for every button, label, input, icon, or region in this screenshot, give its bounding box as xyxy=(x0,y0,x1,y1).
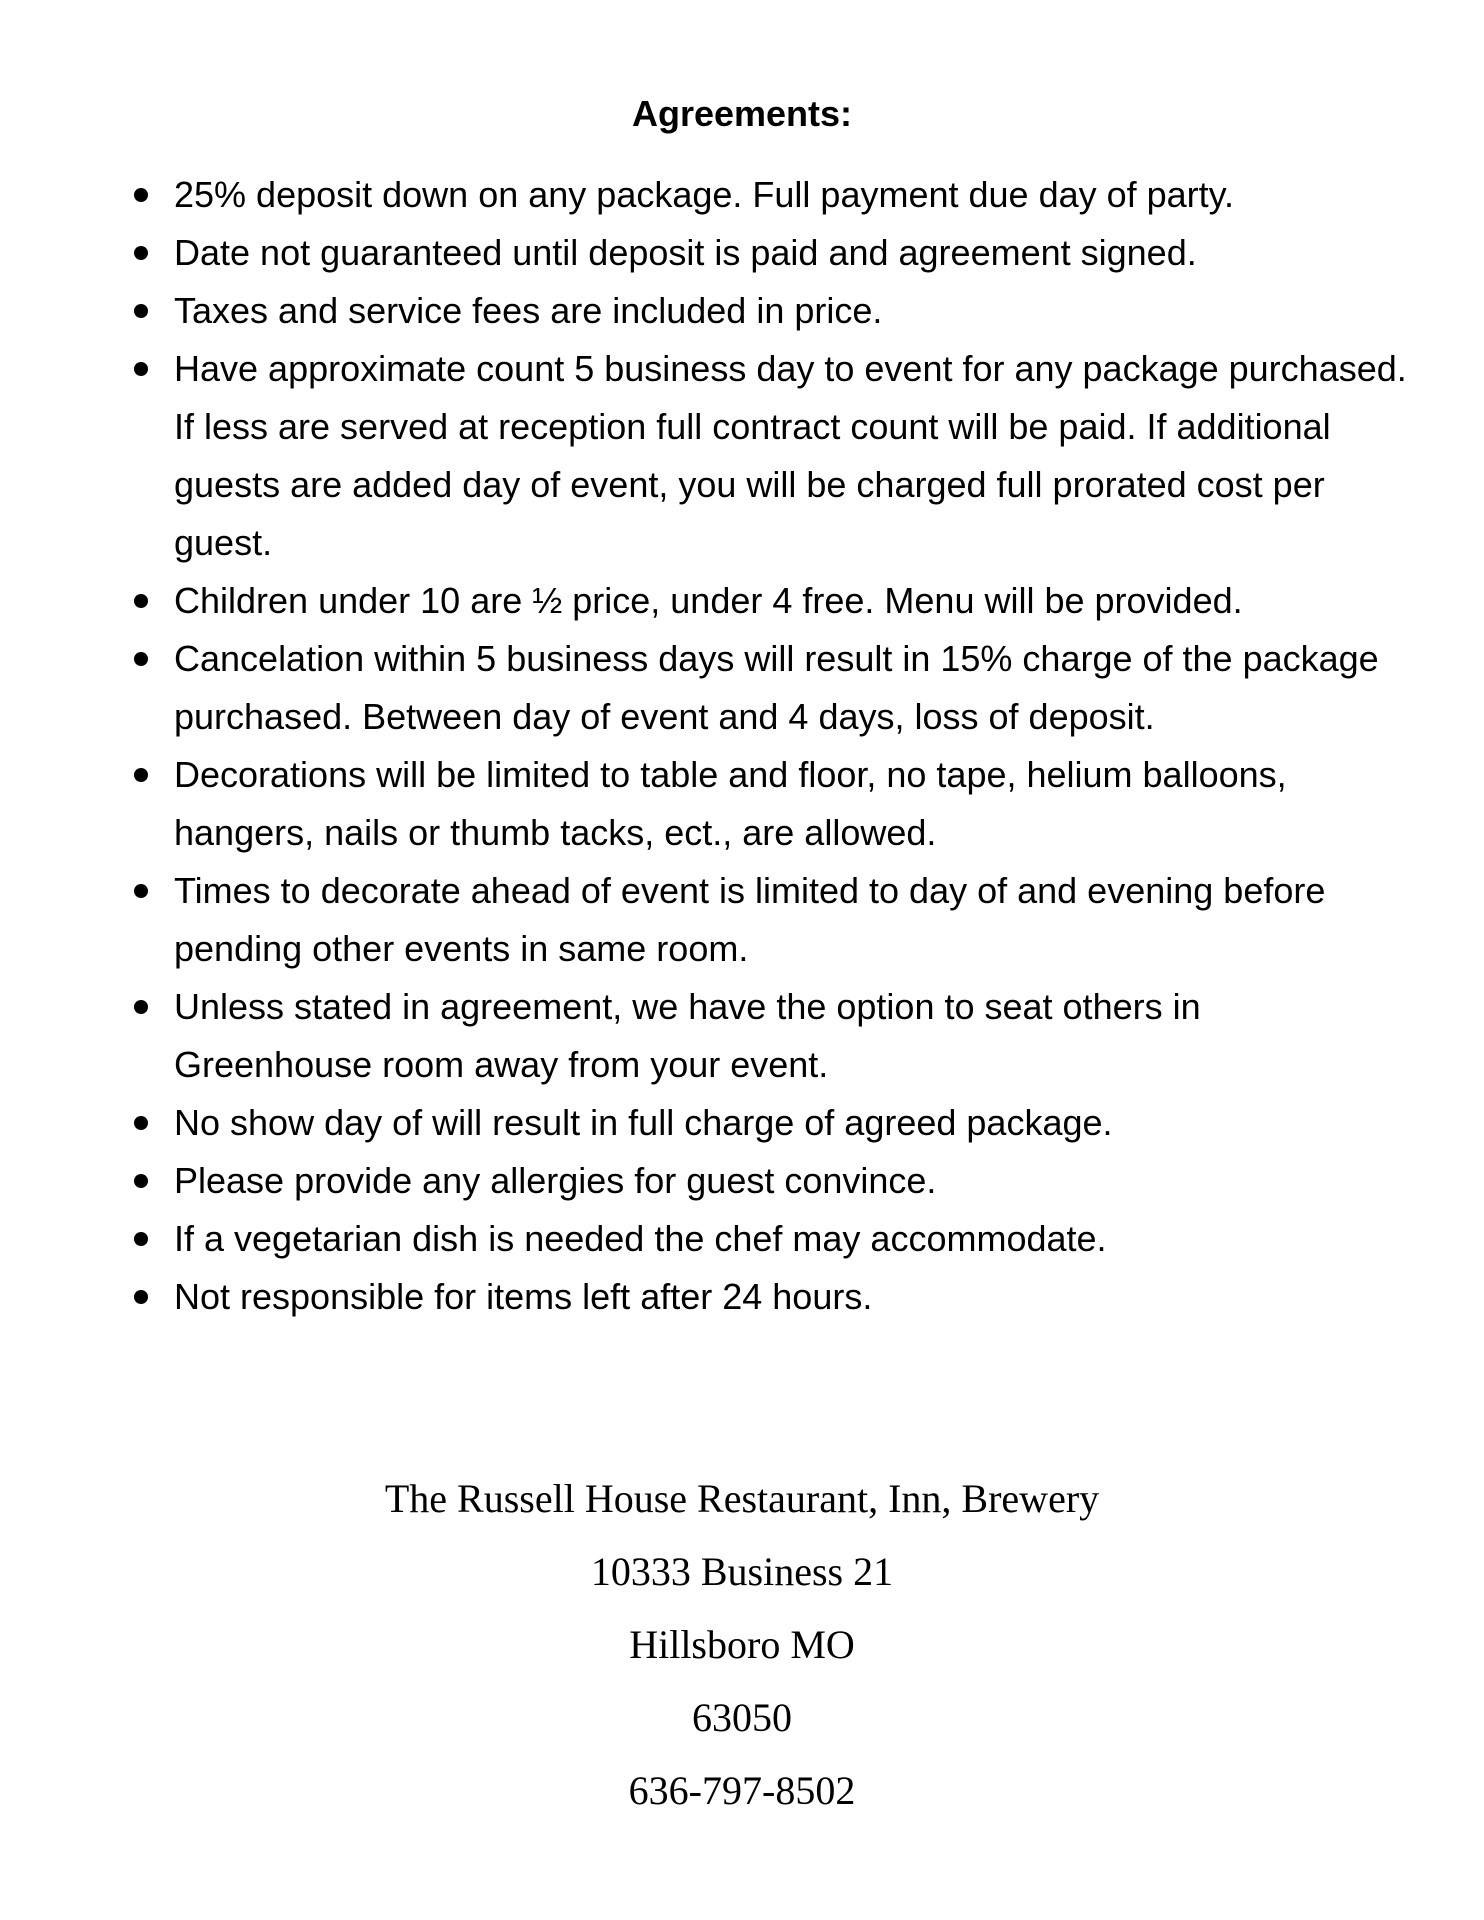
list-item xyxy=(128,282,1408,340)
bullet-icon xyxy=(134,188,148,202)
list-item-text: Date not guaranteed until deposit is paid and agreement signed. xyxy=(174,232,1197,273)
list-item xyxy=(128,978,1408,1094)
list-item-text: Have approximate count 5 business day to event for any package purchased. If less are served at reception full contract count will be paid. If additional guests are added day of event, you will be charged full prorated cost per guest. xyxy=(174,348,1407,563)
business-contact-block xyxy=(0,1462,1484,1827)
list-item xyxy=(128,1210,1408,1268)
list-item xyxy=(128,630,1408,746)
list-item-text: 25% deposit down on any package. Full payment due day of party. xyxy=(174,174,1234,215)
agreements-list xyxy=(128,166,1408,1326)
list-item-text: Children under 10 are ½ price, under 4 free. Menu will be provided. xyxy=(174,580,1243,621)
street-address: 10333 Business 21 xyxy=(590,1549,894,1594)
list-item-text: Decorations will be limited to table and floor, no tape, helium balloons, hangers, nails or thumb tacks, ect., are allowed. xyxy=(174,754,1287,853)
list-item-text: No show day of will result in full charge of agreed package. xyxy=(174,1102,1113,1143)
list-item xyxy=(128,1152,1408,1210)
business-name: The Russell House Restaurant, Inn, Brewery xyxy=(384,1476,1100,1521)
bullet-icon xyxy=(134,652,148,666)
list-item xyxy=(128,166,1408,224)
zip-code: 63050 xyxy=(692,1695,792,1740)
bullet-icon xyxy=(134,1174,148,1188)
bullet-icon xyxy=(134,1290,148,1304)
phone-number: 636-797-8502 xyxy=(628,1768,856,1813)
list-item xyxy=(128,224,1408,282)
list-item-text: Not responsible for items left after 24 hours. xyxy=(174,1276,873,1317)
bullet-icon xyxy=(134,246,148,260)
list-item xyxy=(128,1094,1408,1152)
bullet-icon xyxy=(134,884,148,898)
list-item-text: Unless stated in agreement, we have the option to seat others in Greenhouse room away from your event. xyxy=(174,986,1201,1085)
list-item xyxy=(128,862,1408,978)
bullet-icon xyxy=(134,594,148,608)
bullet-icon xyxy=(134,1000,148,1014)
list-item xyxy=(128,1268,1408,1326)
list-item xyxy=(128,746,1408,862)
list-item-text: Taxes and service fees are included in price. xyxy=(174,290,883,331)
bullet-icon xyxy=(134,768,148,782)
list-item-text: If a vegetarian dish is needed the chef may accommodate. xyxy=(174,1218,1107,1259)
bullet-icon xyxy=(134,362,148,376)
page-title: Agreements: xyxy=(631,93,853,134)
list-item-text: Please provide any allergies for guest convince. xyxy=(174,1160,937,1201)
list-item xyxy=(128,340,1408,572)
city-state: Hillsboro MO xyxy=(629,1622,855,1667)
bullet-icon xyxy=(134,1232,148,1246)
bullet-icon xyxy=(134,1116,148,1130)
list-item xyxy=(128,572,1408,630)
list-item-text: Times to decorate ahead of event is limited to day of and evening before pending other events in same room. xyxy=(174,870,1326,969)
list-item-text: Cancelation within 5 business days will result in 15% charge of the package purchased. Between day of event and 4 days, loss of deposit. xyxy=(174,638,1379,737)
bullet-icon xyxy=(134,304,148,318)
